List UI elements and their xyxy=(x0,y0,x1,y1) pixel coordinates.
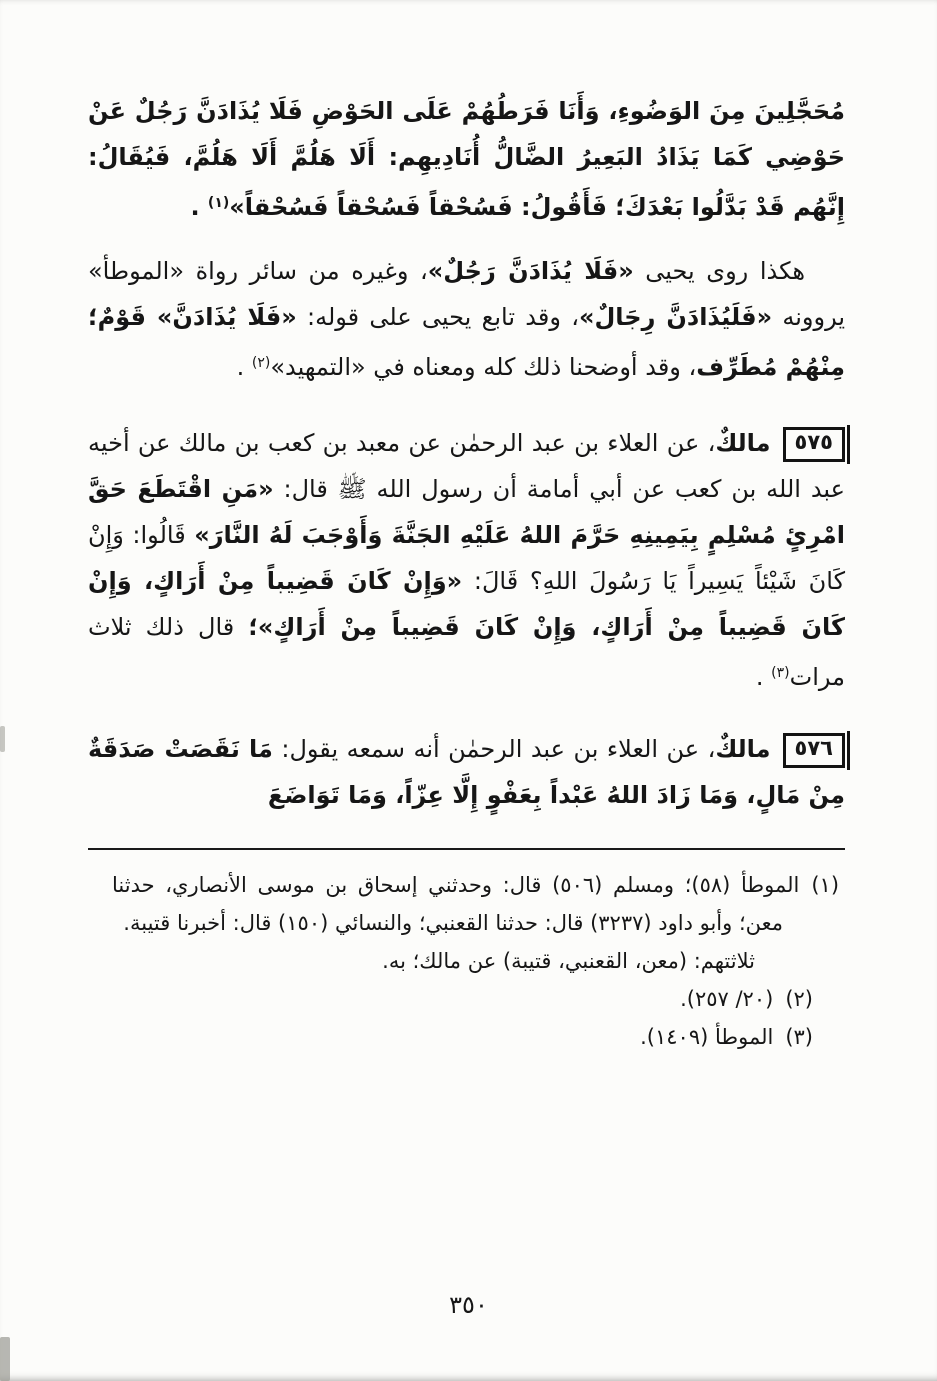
footnote-2 xyxy=(112,980,813,1018)
matn-text: مَا نَقَصَتْ صَدَقَةٌ مِنْ مَالٍ، وَمَا زَادَ اللهُ عَبْداً بِعَفْوٍ إِلَّا عِزّاً، وَمَا تَوَاضَعَ xyxy=(88,735,845,809)
commentary-text: ، وقد أوضحنا ذلك كله ومعناه في «التمهيد» xyxy=(270,353,697,381)
footnote-1-number: (١) xyxy=(811,873,840,897)
narrator-name: مالكٌ xyxy=(715,735,771,763)
isnad-text: ، عن العلاء بن عبد الرحمٰن عن معبد بن كعب بن مالك عن أخيه عبد الله بن كعب عن أبي أمامة أن رسول الله ﷺ قال: xyxy=(88,429,845,503)
dialogue-text: قَالُوا: وَإِنْ كَانَ شَيْئاً يَسِيراً يَا رَسُولَ اللهِ؟ قَالَ: xyxy=(88,521,845,595)
footnote-2-number: (٢) xyxy=(785,987,813,1011)
sentence-end: . xyxy=(236,353,252,381)
matn-text: «مَنِ اقْتَطَعَ حَقَّ امْرِئٍ مُسْلِمٍ بِيَمِينِهِ حَرَّمَ اللهُ عَلَيْهِ الجَنَّةَ وَأَوْجَبَ لَهُ النَّارَ» xyxy=(88,475,845,549)
footnote-1-subline: ثلاثتهم: (معن، القعنبي، قتيبة) عن مالك؛ به. xyxy=(382,949,755,973)
scan-artifact xyxy=(0,726,5,752)
footnote-ref-1: (١) xyxy=(207,195,230,211)
footnote-3 xyxy=(112,1018,813,1056)
sentence-end: . xyxy=(755,663,772,691)
quoted-variant-1: «فَلَا يُذَادَنَّ رَجُلٌ» xyxy=(427,257,634,285)
footnote-ref-2: (٢) xyxy=(251,355,271,371)
hadith-number-box: ٥٧٥ xyxy=(783,427,845,462)
footnote-ref-3: (٣) xyxy=(771,665,790,681)
footnotes-section xyxy=(0,850,937,1056)
footnote-3-text: الموطأ (١٤٠٩). xyxy=(640,1025,774,1049)
hadith-576 xyxy=(88,726,845,818)
paragraph-hadith-matn-continuation xyxy=(88,88,845,230)
closing-text: قال ذلك ثلاث مرات xyxy=(88,613,845,691)
hadith-number-box: ٥٧٦ xyxy=(783,733,845,768)
paragraph-commentary xyxy=(88,248,845,390)
narrator-name: مالكٌ xyxy=(715,429,771,457)
scan-artifact xyxy=(0,1337,10,1381)
commentary-text: هكذا روى يحيى xyxy=(633,257,806,285)
isnad-text: ، عن العلاء بن عبد الرحمٰن أنه سمعه يقول: xyxy=(272,735,716,763)
matn-text: مُحَجَّلِينَ مِنَ الوَضُوءِ، وَأَنَا فَرَطُهُمْ عَلَى الحَوْضِ فَلَا يُذَادَنَّ رَجُلٌ عَنْ حَوْضِي كَمَا يَذَادُ البَعِيرُ الضَّالُّ أُنَادِيهِم: أَلَا هَلُمَّ أَلَا هَلُمَّ، فَيُقَالُ: إِنَّهُم قَدْ بَدَّلُوا بَعْدَكَ؛ فَأَقُولُ: فَسُحْقاً فَسُحْقاً فَسُحْقاً» xyxy=(88,97,845,221)
sentence-end: . xyxy=(190,193,208,221)
commentary-text: ، وقد تابع يحيى على قوله: xyxy=(296,303,579,331)
matn-text: «وَإِنْ كَانَ قَضِيباً مِنْ أَرَاكٍ، وَإِنْ كَانَ قَضِيباً مِنْ أَرَاكٍ، وَإِنْ كَانَ قَضِيباً مِنْ أَرَاكٍ»؛ xyxy=(88,567,846,641)
footnote-1 xyxy=(112,866,839,942)
footnote-1-text: الموطأ (٥٨)؛ ومسلم (٥٠٦) قال: وحدثني إسحاق بن موسى الأنصاري، حدثنا معن؛ وأبو داود (٣٢٣٧) قال: حدثنا القعنبي؛ والنسائي (١٥٠) قال: أخبرنا قتيبة. xyxy=(112,873,800,935)
quoted-variant-3: «فَلَا يُذَادَنَّ» قَوْمٌ؛ مِنْهُمْ مُطَرِّف xyxy=(88,303,845,381)
commentary-text: ، وغيره من سائر رواة «الموطأ» يروونه xyxy=(88,257,846,331)
hadith-575 xyxy=(88,420,845,700)
quoted-variant-2: «فَلَيُذَادَنَّ رِجَالٌ» xyxy=(578,303,773,331)
page-number: ٣٥٠ xyxy=(449,1291,488,1319)
footnote-2-text: (٢٠/ ٢٥٧). xyxy=(680,987,774,1011)
footnote-3-number: (٣) xyxy=(785,1025,813,1049)
